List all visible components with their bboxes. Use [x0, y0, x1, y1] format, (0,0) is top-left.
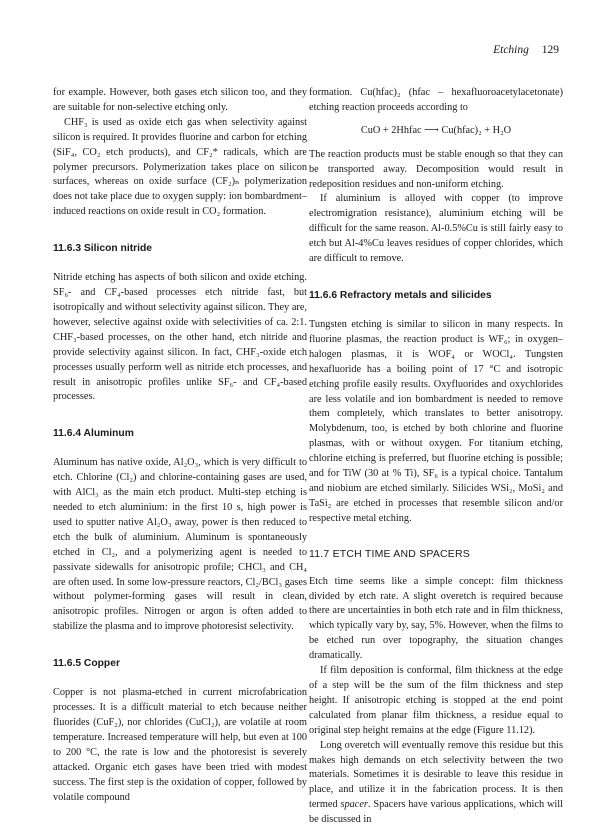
paragraph: The reaction products must be stable enough so that they can be transported away. Decomposition would result in redeposition residues and non-uniform etching.	[309, 148, 563, 190]
paragraph: CHF₃ is used as oxide etch gas when selectivity against silicon is required. It provides fluorine and carbon for etching (SiF₄, CO₂ etch products), and CF₂* radicals, which are polymer precursors. Polymerization takes place on silicon surfaces, whereas on oxide surface (CF₂)ₙ polymerization does not take place due to oxygen supply: ion bombardment–induced reactions on oxide result in CO₂ formation.	[53, 116, 307, 218]
paragraph: Aluminum has native oxide, Al₂O₃, which is very difficult to etch. Chlorine (Cl₂) and chlorine-containing gases are used, with AlCl₃ as the main etch product. Multi-step etching is needed to etch aluminium: in the first 10 s, high power is used to sputter native Al₂O₃ away, power is then reduced to etch the bulk of aluminium. Aluminum is spontaneously etched in Cl₂, and a polymerizing agent is needed to passivate sidewalls for anisotropic profile; CHCl₃ and CH₄ are often used. In some low-pressure reactors, Cl₂/BCl₃ gases without polymer-forming gases will result in clean, anisotropic profiles. Nitrogen or argon is often added to stabilize the plasma and to improve photoresist selectivity.	[53, 457, 307, 633]
paragraph	[309, 739, 563, 828]
right-column	[309, 86, 563, 828]
reaction-equation: CuO + 2Hhfac ⟶ Cu(hfac)₂ + H₂O	[360, 124, 512, 136]
running-header	[493, 44, 559, 56]
paragraph: for example. However, both gases etch silicon too, and they are suitable for non-selective etching only.	[53, 87, 307, 113]
section-heading-refractory-metals: 11.6.6 Refractory metals and silicides	[309, 289, 492, 301]
paragraph: Etch time seems like a simple concept: film thickness divided by etch rate. A slight overetch is required because there are uncertainties in both etch rate and in film thickness, which typically vary by, say, 5%. However, when the films to be etched run over topography, the situation changes dramatically.	[309, 575, 563, 662]
term-spacer: spacer	[340, 799, 368, 811]
paragraph: formation. Cu(hfac)₂ (hfac – hexafluoroacetylacetonate) etching reaction proceeds according to	[309, 87, 563, 113]
section-heading-etch-time: 11.7 ETCH TIME AND SPACERS	[309, 547, 470, 560]
paragraph: Nitride etching has aspects of both silicon and oxide etching. SF₆- and CF₄-based processes etch nitride fast, but isotropically and without selectivity against silicon. They are, however, selective against oxide with selectivities of ca. 2:1. CHF₃-based processes, on the other hand, etch nitride and provide selectivity against silicon. In fact, CHF₃-oxide etch processes usually perform well as nitride etch processes, and result in anisotropic profiles unlike SF₆- and CF₄-based processes.	[53, 272, 307, 403]
left-column	[53, 86, 307, 805]
paragraph: If aluminium is alloyed with copper (to improve electromigration resistance), aluminium etching will be difficult for the same reason. Al-0.5%Cu is still fairly easy to etch but Al-4%Cu leaves residues of copper chlorides, which are difficult to remove.	[309, 193, 563, 265]
section-heading-aluminum: 11.6.4 Aluminum	[53, 428, 134, 440]
page-number: 129	[541, 44, 559, 56]
paragraph: Copper is not plasma-etched in current microfabrication processes. It is a difficult material to etch because neither fluorides (CuF₂), nor chlorides (CuCl₂), are volatile at room temperature. Increased temperature will help, but even at 100 to 200 °C, the rate is low and the photoresist is severely attacked. Organic etch gases have been tried with modest success. The first step is the oxidation of copper, followed by volatile compound	[53, 687, 307, 803]
text-run: Long overetch will eventually remove this residue but this makes high demands on etch selectivity between the two materials. Sometimes it is desirable to leave this residue in place, and utilize it in the fabrication process. It is then termed	[309, 739, 563, 811]
text-run: . Spacers have various applications, which will be discussed in	[309, 799, 563, 826]
running-header-section: Etching	[493, 44, 529, 56]
section-heading-copper: 11.6.5 Copper	[53, 658, 120, 670]
paragraph: If film deposition is conformal, film thickness at the edge of a step will be the sum of the film thickness and step height. If anisotropic etching is stopped at the end point calculated from planar film thickness, a residue equal to original step height remains at the edge (Figure 11.12).	[309, 665, 563, 736]
section-heading-silicon-nitride: 11.6.3 Silicon nitride	[53, 243, 153, 255]
paragraph: Tungsten etching is similar to silicon in many respects. In fluorine plasmas, the reaction product is WF₆; in oxygen–halogen plasmas, it is WOF₄ or WOCl₄. Tungsten hexafluoride has a boiling point of 17 °C and isotropic etching profile easily results. Oxyfluorides and oxychlorides are less volatile and ion bombardment is needed to remove them completely, which translates to better anisotropy. Molybdenum, too, is etched by both chlorine and fluorine plasmas, with or without oxygen. For titanium etching, chlorine etching is preferred, but fluorine etching is possible; and for TiW (30 at % Ti), SF₆ is a typical choice. Tantalum and niobium are etched similarly. Silicides WSi₂, MoSi₂ and TaSi₂ are etched in processes that resemble silicon and/or respective metal etching.	[309, 318, 563, 524]
